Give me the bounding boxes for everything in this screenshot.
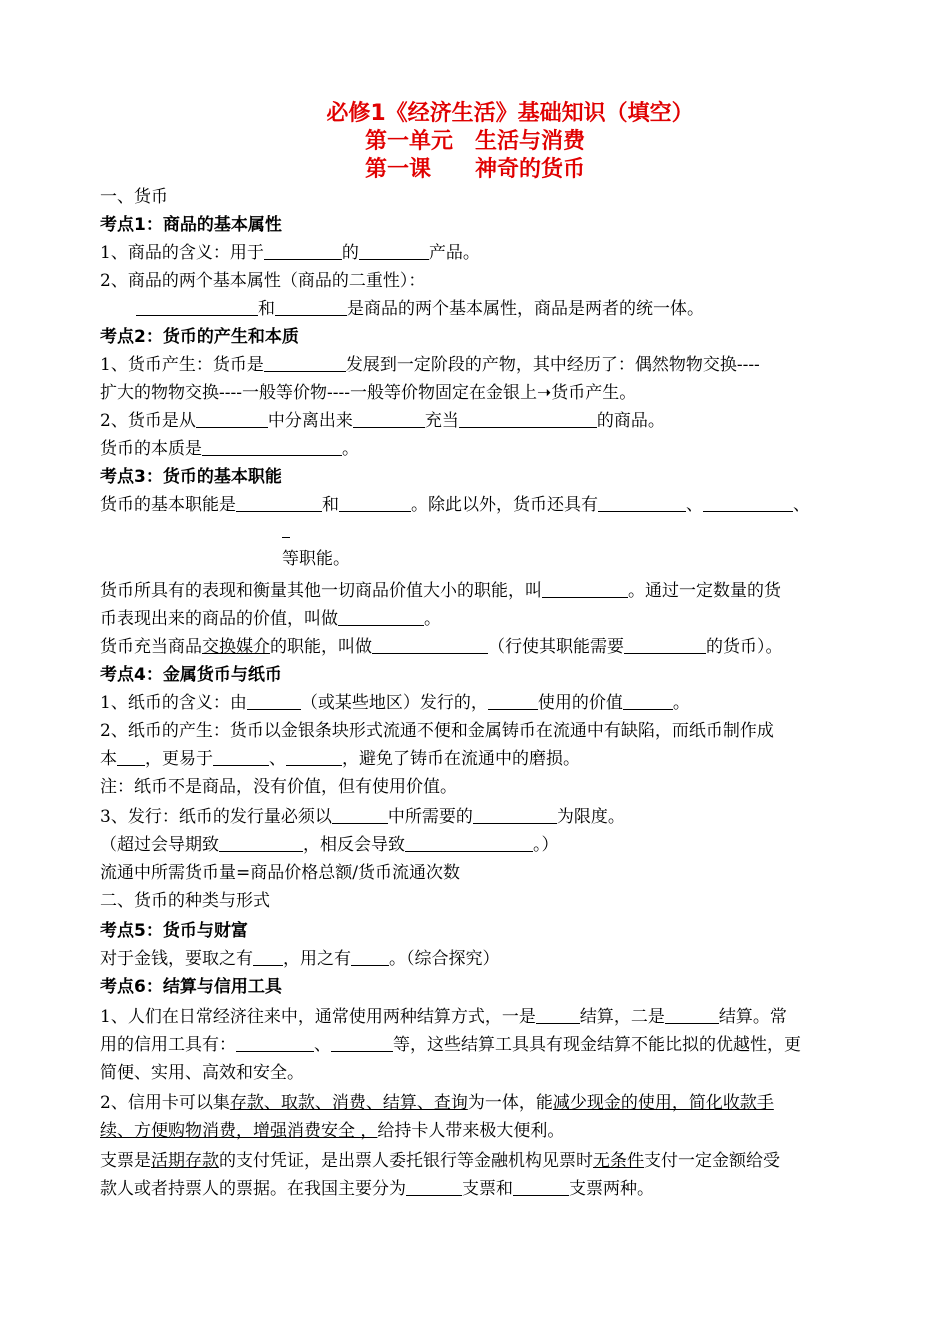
fill-blank[interactable] [247, 693, 301, 710]
fill-blank[interactable] [372, 637, 488, 654]
formula-line: 流通中所需货币量=商品价格总额/货币流通次数 [100, 863, 460, 883]
text: 支票和 [462, 1179, 513, 1199]
text-line [100, 692, 880, 714]
text-line [100, 1178, 880, 1200]
fill-blank[interactable] [236, 495, 322, 512]
fill-blank[interactable] [405, 835, 533, 852]
fill-blank[interactable] [623, 693, 673, 710]
text: 续、方便购物消费，增强消费安全 ， [100, 1121, 378, 1141]
text-line [100, 748, 880, 770]
text: 。（综合探究） [389, 949, 500, 969]
text-line [100, 410, 880, 432]
text: 。 [342, 439, 359, 459]
text: 的商品。 [596, 411, 665, 431]
text: 交换媒介 [202, 637, 270, 657]
text-line [100, 636, 880, 658]
text: 结算。常 [718, 1007, 787, 1027]
text-line: 扩大的物物交换----一般等价物----一般等价物固定在金银上➝货币产生。 [100, 383, 637, 403]
text: 、 [686, 495, 703, 515]
fill-blank[interactable] [264, 243, 342, 260]
text: （行使其职能需要 [488, 637, 624, 657]
text: ，避免了铸币在流通中的磨损。 [342, 749, 580, 769]
fill-blank[interactable] [459, 411, 597, 428]
text: 、 [314, 1035, 331, 1055]
text: 的货币）。 [706, 637, 783, 657]
text: 。 [672, 693, 690, 713]
fill-blank[interactable] [624, 637, 706, 654]
fill-blank[interactable] [253, 949, 283, 966]
fill-blank[interactable] [353, 411, 425, 428]
text: 货币的基本职能是 [100, 495, 236, 515]
text-line: 等职能。 [282, 549, 350, 569]
fill-blank[interactable] [213, 749, 269, 766]
fill-blank[interactable] [117, 749, 145, 766]
text-line: 2、纸币的产生：货币以金银条块形式流通不便和金属铸币在流通中有缺陷，而纸币制作成 [100, 721, 774, 741]
fill-blank[interactable] [513, 1179, 569, 1196]
text: 的支付凭证，是出票人委托银行等金融机构见票时 [219, 1151, 593, 1171]
fill-blank[interactable] [196, 411, 268, 428]
section-heading: 一、货币 [100, 187, 168, 207]
text: 、 [793, 495, 810, 515]
text-line [100, 242, 880, 264]
text: 货币充当商品 [100, 637, 202, 657]
text: 1、商品的含义：用于 [100, 243, 264, 263]
text: 和 [258, 299, 275, 319]
kaodian-heading: 考点3：货币的基本职能 [100, 467, 282, 487]
text: 等，这些结算工具具有现金结算不能比拟的优越性，更 [393, 1035, 801, 1055]
fill-blank[interactable] [338, 609, 424, 626]
kaodian-heading: 考点2：货币的产生和本质 [100, 327, 299, 347]
text: 发展到一定阶段的产物，其中经历了：偶然物物交换---- [345, 355, 760, 375]
text-line [100, 1092, 890, 1114]
text-line [100, 354, 880, 376]
text-line [100, 580, 880, 602]
text: 无条件 [593, 1151, 644, 1171]
text-line: 注：纸币不是商品，没有价值，但有使用价值。 [100, 777, 457, 797]
text-line [100, 806, 880, 828]
text-line [100, 1150, 890, 1172]
fill-blank[interactable] [536, 1007, 580, 1024]
fill-blank[interactable] [332, 807, 388, 824]
text: 货币所具有的表现和衡量其他一切商品价值大小的职能，叫 [100, 581, 542, 601]
kaodian-heading: 考点5：货币与财富 [100, 921, 248, 941]
text: 1、纸币的含义：由 [100, 693, 247, 713]
text: 2、信用卡可以集 [100, 1093, 230, 1113]
text-line [100, 1006, 890, 1028]
lesson-title: 第一课 神奇的货币 [364, 157, 585, 182]
text: 减少现金的使用，简化收款手 [552, 1093, 774, 1113]
text: 。） [533, 835, 559, 855]
text: 支票是 [100, 1151, 151, 1171]
text: （超过会导期致 [100, 835, 219, 855]
text-line: 2、商品的两个基本属性（商品的二重性）： [100, 271, 426, 291]
doc-title: 必修1《经济生活》基础知识（填空） [326, 101, 694, 126]
text: ，更易于 [145, 749, 213, 769]
section-heading: 二、货币的种类与形式 [100, 891, 270, 911]
fill-blank[interactable] [703, 495, 793, 512]
fill-blank[interactable] [282, 523, 290, 538]
text: 用的信用工具有： [100, 1035, 236, 1055]
fill-blank[interactable] [406, 1179, 462, 1196]
text: 的 [341, 243, 359, 263]
text: 。除此以外，货币还具有 [411, 495, 598, 515]
fill-blank[interactable] [542, 581, 628, 598]
text: 货币的本质是 [100, 439, 202, 459]
kaodian-heading: 考点1：商品的基本属性 [100, 215, 282, 235]
text: 结算，二是 [579, 1007, 665, 1027]
fill-blank[interactable] [136, 299, 258, 316]
text: 3、发行：纸币的发行量必须以 [100, 807, 332, 827]
fill-blank[interactable] [275, 299, 347, 316]
text-line [282, 520, 302, 542]
text-line [100, 608, 880, 630]
text: 款人或者持票人的票据。在我国主要分为 [100, 1179, 406, 1199]
text: 。 [424, 609, 441, 629]
unit-title: 第一单元 生活与消费 [364, 129, 585, 154]
text: 中分离出来 [267, 411, 353, 431]
kaodian-heading: 考点4：金属货币与纸币 [100, 665, 282, 685]
text: 支票两种。 [569, 1179, 654, 1199]
text-line [100, 1120, 880, 1142]
text: 。通过一定数量的货 [628, 581, 781, 601]
text-line [136, 298, 916, 320]
text: （或某些地区）发行的， [300, 693, 488, 713]
text: 是商品的两个基本属性，商品是两者的统一体。 [347, 299, 704, 319]
fill-blank[interactable] [359, 243, 429, 260]
fill-blank[interactable] [331, 1035, 393, 1052]
text: 充当 [424, 411, 459, 431]
text: 1、货币产生：货币是 [100, 355, 264, 375]
text: 的职能，叫做 [270, 637, 372, 657]
text: 本 [100, 749, 117, 769]
kaodian-heading: 考点6：结算与信用工具 [100, 977, 282, 997]
fill-blank[interactable] [351, 949, 389, 966]
fill-blank[interactable] [219, 835, 303, 852]
fill-blank[interactable] [473, 807, 557, 824]
text-line [100, 494, 890, 516]
text: 使用的价值 [537, 693, 623, 713]
text: 中所需要的 [387, 807, 473, 827]
text: 1、人们在日常经济往来中，通常使用两种结算方式，一是 [100, 1007, 536, 1027]
text: 活期存款 [151, 1151, 219, 1171]
fill-blank[interactable] [488, 693, 538, 710]
text-line [100, 834, 880, 856]
fill-blank[interactable] [264, 355, 346, 372]
text: 为一体，能 [467, 1093, 553, 1113]
fill-blank[interactable] [598, 495, 686, 512]
text: 币表现出来的商品的价值，叫做 [100, 609, 338, 629]
fill-blank[interactable] [202, 439, 342, 456]
text: ，用之有 [283, 949, 351, 969]
text-line [100, 438, 880, 460]
fill-blank[interactable] [665, 1007, 719, 1024]
text: 2、货币是从 [100, 411, 196, 431]
text: 产品。 [428, 243, 480, 263]
fill-blank[interactable] [339, 495, 411, 512]
text: 、 [269, 749, 286, 769]
text: 对于金钱，要取之有 [100, 949, 253, 969]
fill-blank[interactable] [286, 749, 342, 766]
text-line [100, 1034, 890, 1056]
text: ，相反会导致 [303, 835, 405, 855]
text: 支付一定金额给受 [644, 1151, 780, 1171]
text: 给持卡人带来极大便利。 [377, 1121, 565, 1141]
text: 为限度。 [556, 807, 625, 827]
text-line: 简便、实用、高效和安全。 [100, 1063, 304, 1083]
fill-blank[interactable] [236, 1035, 314, 1052]
text: 和 [322, 495, 339, 515]
text: 存款、取款、消费、结算、查询 [229, 1093, 468, 1113]
text-line [100, 948, 880, 970]
